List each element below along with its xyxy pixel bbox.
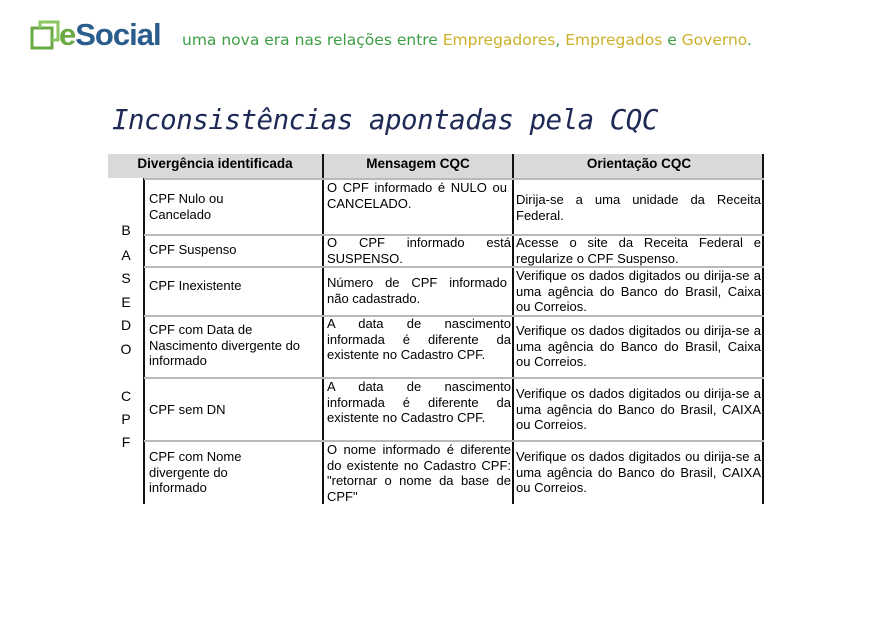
logo-wordmark: eSocial — [59, 17, 161, 52]
cell-mensagem: O CPF informado é NULO ou CANCELADO. — [327, 180, 507, 211]
cell-mensagem: Número de CPF informado não cadastrado. — [327, 275, 507, 306]
table-divider — [762, 154, 764, 504]
cell-divergencia: CPF sem DN — [149, 402, 226, 417]
cell-divergencia: CPF Inexistente — [149, 278, 242, 293]
cell-mensagem: O nome informado é diferente do existente no Cadastro CPF: "retornar o nome da base de CPF" — [327, 442, 511, 504]
tagline: uma nova era nas relações entre Empregadores, Empregados e Governo. — [182, 31, 752, 49]
table-divider — [322, 154, 324, 504]
group-letter: S — [121, 270, 131, 286]
group-letter: B — [121, 222, 131, 238]
group-letter: E — [121, 294, 131, 310]
cell-orientacao: Verifique os dados digitados ou dirija-se a uma agência do Banco do Brasil, CAIXA ou Correios. — [516, 449, 761, 495]
page-title: Inconsistências apontadas pela CQC — [112, 104, 658, 136]
cell-orientacao: Verifique os dados digitados ou dirija-se a uma agência do Banco do Brasil, Caixa ou Correios. — [516, 323, 761, 369]
esocial-logo-icon — [30, 20, 60, 50]
cell-mensagem: O CPF informado está SUSPENSO. — [327, 235, 511, 266]
esocial-logo — [30, 16, 160, 54]
header-divergencia: Divergência identificada — [108, 154, 322, 178]
cell-divergencia: CPF com Nome divergente do informado — [149, 449, 242, 495]
group-letter: F — [121, 434, 131, 450]
group-letter: A — [121, 247, 131, 263]
cell-divergencia: CPF Suspenso — [149, 242, 237, 257]
cell-divergencia: CPF Nulo ou Cancelado — [149, 191, 224, 222]
cell-orientacao: Acesse o site da Receita Federal e regularize o CPF Suspenso. — [516, 235, 761, 266]
cell-orientacao: Dirija-se a uma unidade da Receita Federal. — [516, 192, 761, 223]
cell-orientacao: Verifique os dados digitados ou dirija-se a uma agência do Banco do Brasil, Caixa ou Correios. — [516, 268, 761, 314]
table-divider — [512, 154, 514, 504]
group-letter: O — [120, 341, 132, 357]
cell-orientacao: Verifique os dados digitados ou dirija-se a uma agência do Banco do Brasil, CAIXA ou Correios. — [516, 386, 761, 432]
inconsistencies-table — [108, 154, 764, 504]
cell-divergencia: CPF com Data de Nascimento divergente do informado — [149, 322, 301, 368]
group-letter: P — [121, 411, 131, 427]
cell-mensagem: A data de nascimento informada é diferente da existente no Cadastro CPF. — [327, 316, 511, 362]
group-letter: C — [120, 388, 132, 404]
cell-mensagem: A data de nascimento informada é diferente da existente no Cadastro CPF. — [327, 379, 511, 425]
header-mensagem: Mensagem CQC — [324, 154, 512, 178]
header-orientacao: Orientação CQC — [514, 154, 764, 178]
group-letter: D — [120, 317, 132, 333]
